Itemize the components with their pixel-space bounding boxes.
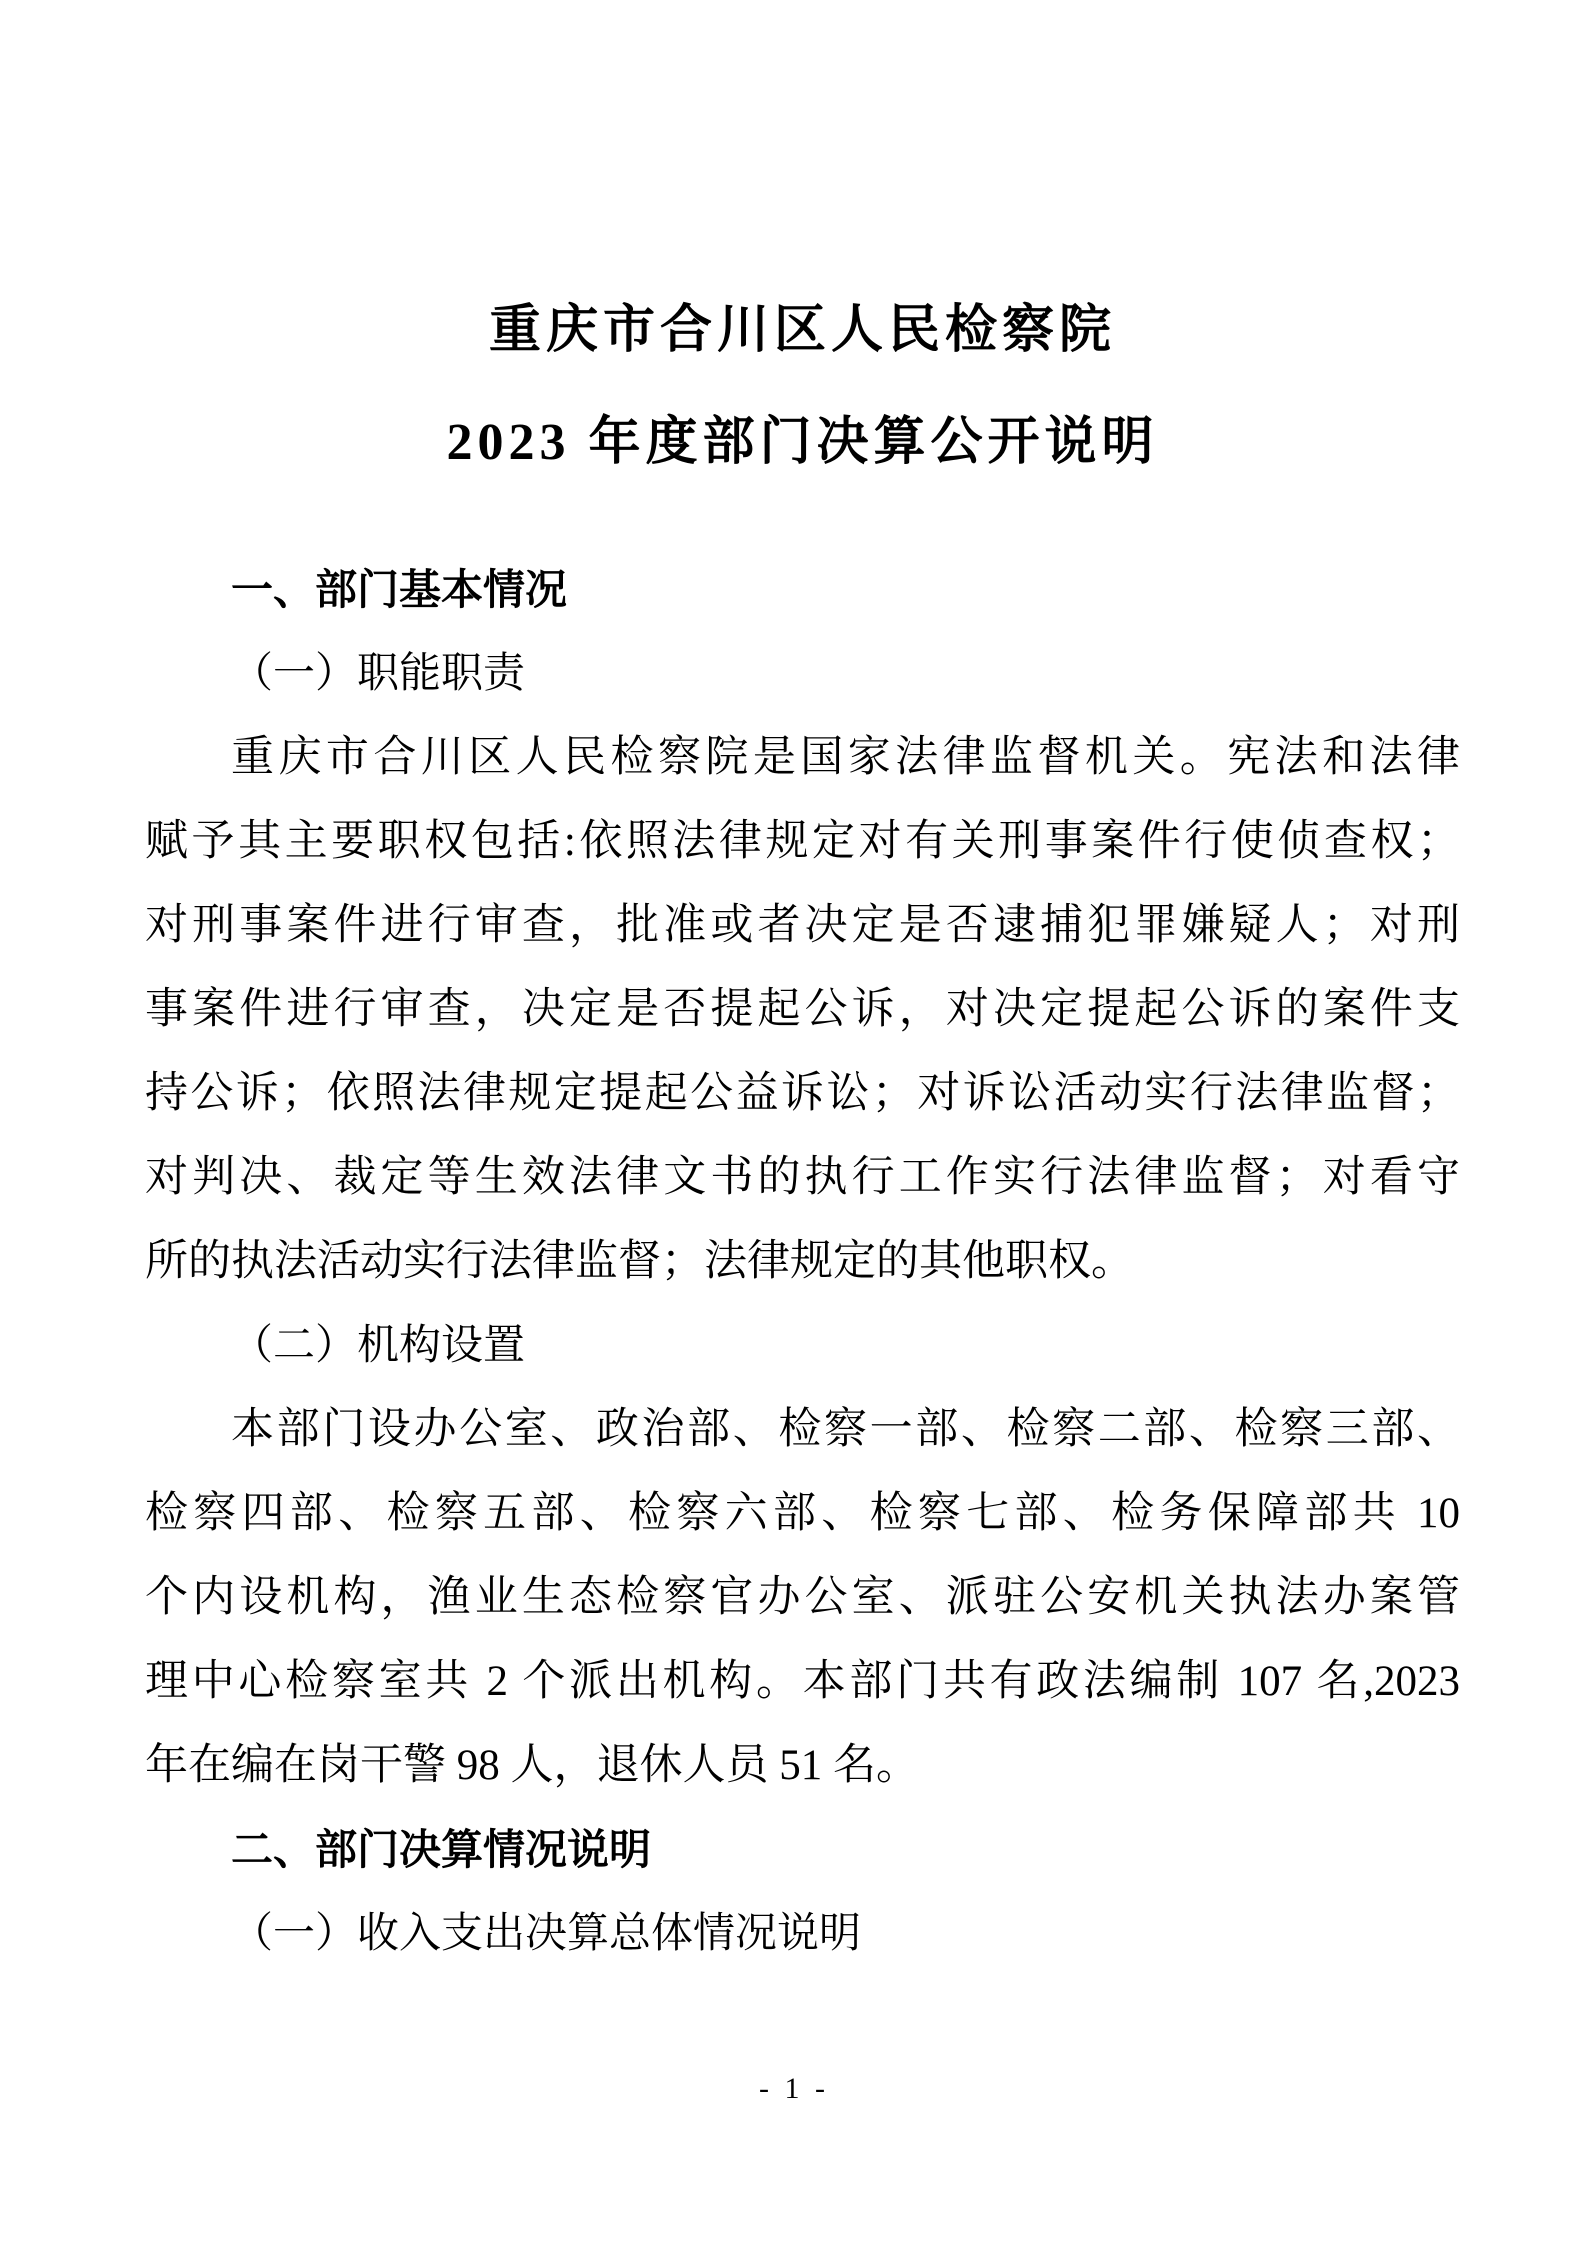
section-1-heading: 一、部门基本情况 — [231, 566, 568, 613]
body-line: 事案件进行审查，决定是否提起公诉，对决定提起公诉的案件支 — [145, 986, 1460, 1033]
body-line: 检察四部、检察五部、检察六部、检察七部、检务保障部共 10 — [145, 1490, 1460, 1537]
body-line: 重庆市合川区人民检察院是国家法律监督机关。宪法和法律 — [231, 734, 1460, 781]
paragraph-organization — [145, 1388, 1460, 1808]
document-title-line2: 2023 年度部门决算公开说明 — [446, 414, 1159, 471]
body-line: 持公诉；依照法律规定提起公益诉讼；对诉讼活动实行法律监督； — [145, 1070, 1460, 1117]
paragraph-functions — [145, 716, 1460, 1304]
section-1-1-heading: （一）职能职责 — [231, 651, 526, 697]
body-line: 年在编在岗干警 98 人，退休人员 51 名。 — [145, 1742, 919, 1789]
section-2-heading: 二、部门决算情况说明 — [231, 1826, 652, 1873]
section-1-2-heading: （二）机构设置 — [231, 1323, 526, 1369]
body-line: 理中心检察室共 2 个派出机构。本部门共有政法编制 107 名,2023 — [145, 1658, 1460, 1705]
section-2-1-heading: （一）收入支出决算总体情况说明 — [231, 1911, 862, 1957]
body-line: 对刑事案件进行审查，批准或者决定是否逮捕犯罪嫌疑人；对刑 — [145, 902, 1460, 949]
page-number: - 1 - — [759, 2072, 829, 2105]
body-line: 所的执法活动实行法律监督；法律规定的其他职权。 — [145, 1238, 1134, 1285]
body-line: 个内设机构，渔业生态检察官办公室、派驻公安机关执法办案管 — [145, 1574, 1460, 1621]
body-line: 对判决、裁定等生效法律文书的执行工作实行法律监督；对看守 — [145, 1154, 1460, 1201]
document-title-line1: 重庆市合川区人民检察院 — [488, 302, 1116, 359]
body-line: 赋予其主要职权包括:依照法律规定对有关刑事案件行使侦查权； — [145, 818, 1460, 865]
body-line: 本部门设办公室、政治部、检察一部、检察二部、检察三部、 — [231, 1406, 1460, 1453]
